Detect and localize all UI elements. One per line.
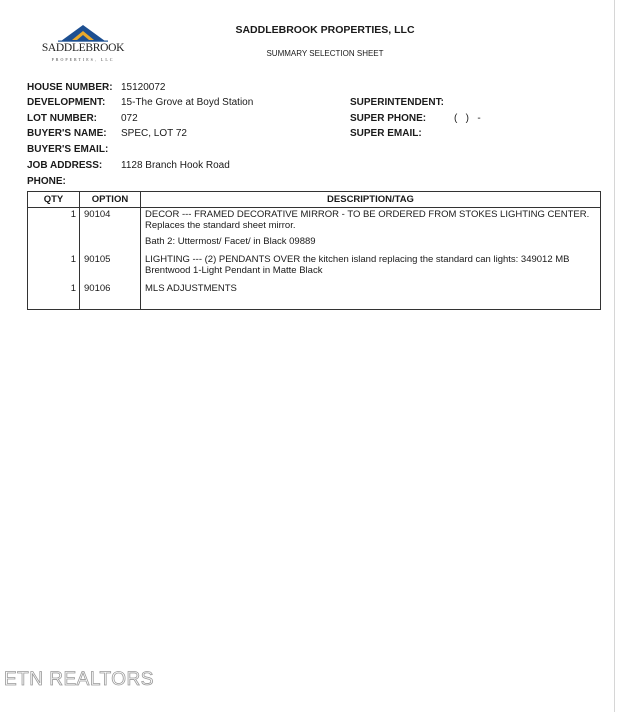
super-phone-value: ( ) - [454,113,481,124]
development-label: DEVELOPMENT: [27,97,106,108]
logo-subtitle: PROPERTIES, LLC [51,57,115,62]
house-number-value: 15120072 [121,82,166,93]
buyers-email-label: BUYER'S EMAIL: [27,144,109,155]
sheet-title: SUMMARY SELECTION SHEET [266,49,384,58]
description-line: DECOR --- FRAMED DECORATIVE MIRROR - TO BE ORDERED FROM STOKES LIGHTING CENTER. Replaces the standard sheet mirror. [145,209,590,231]
description-line: LIGHTING --- (2) PENDANTS OVER the kitchen island replacing the standard can lights: 349012 MB Brentwood 1-Light Pendant in Matte Black [145,254,570,276]
row-option-code: 90106 [80,282,141,310]
job-address-label: JOB ADDRESS: [27,160,103,171]
row-qty: 1 [28,282,80,310]
logo-wordmark: SADDLEBROOK [41,42,125,54]
lot-number-value: 072 [121,113,138,124]
qty-column-header: QTY [28,192,80,208]
row-qty: 1 [28,208,80,254]
job-address-value: 1128 Branch Hook Road [121,160,230,171]
brokerage-watermark: ETN REALTORS [4,669,154,690]
row-option-code: 90105 [80,253,141,282]
table-header-row [28,192,601,208]
super-email-label: SUPER EMAIL: [350,128,422,139]
buyers-name-value: SPEC, LOT 72 [121,128,187,139]
superintendent-label: SUPERINTENDENT: [350,97,444,108]
phone-label: PHONE: [27,176,66,187]
row-qty: 1 [28,253,80,282]
super-phone-label: SUPER PHONE: [350,113,427,124]
option-column-header: OPTION [80,192,141,208]
house-roof-icon [38,24,128,44]
lot-number-label: LOT NUMBER: [27,113,97,124]
row-description [141,282,601,310]
table-row [28,253,601,282]
description-line: Bath 2: Uttermost/ Facet/ in Black 09889 [145,236,316,247]
buyers-name-label: BUYER'S NAME: [27,128,107,139]
development-value: 15-The Grove at Boyd Station [121,97,254,108]
house-number-label: HOUSE NUMBER: [27,82,113,93]
company-name: SADDLEBROOK PROPERTIES, LLC [235,24,415,36]
options-table [27,191,601,310]
company-logo [38,24,128,66]
row-option-code: 90104 [80,208,141,254]
row-description [141,208,601,254]
table-row [28,208,601,254]
description-column-header: DESCRIPTION/TAG [141,192,601,208]
description-line: MLS ADJUSTMENTS [145,283,237,294]
table-row [28,282,601,310]
row-description [141,253,601,282]
